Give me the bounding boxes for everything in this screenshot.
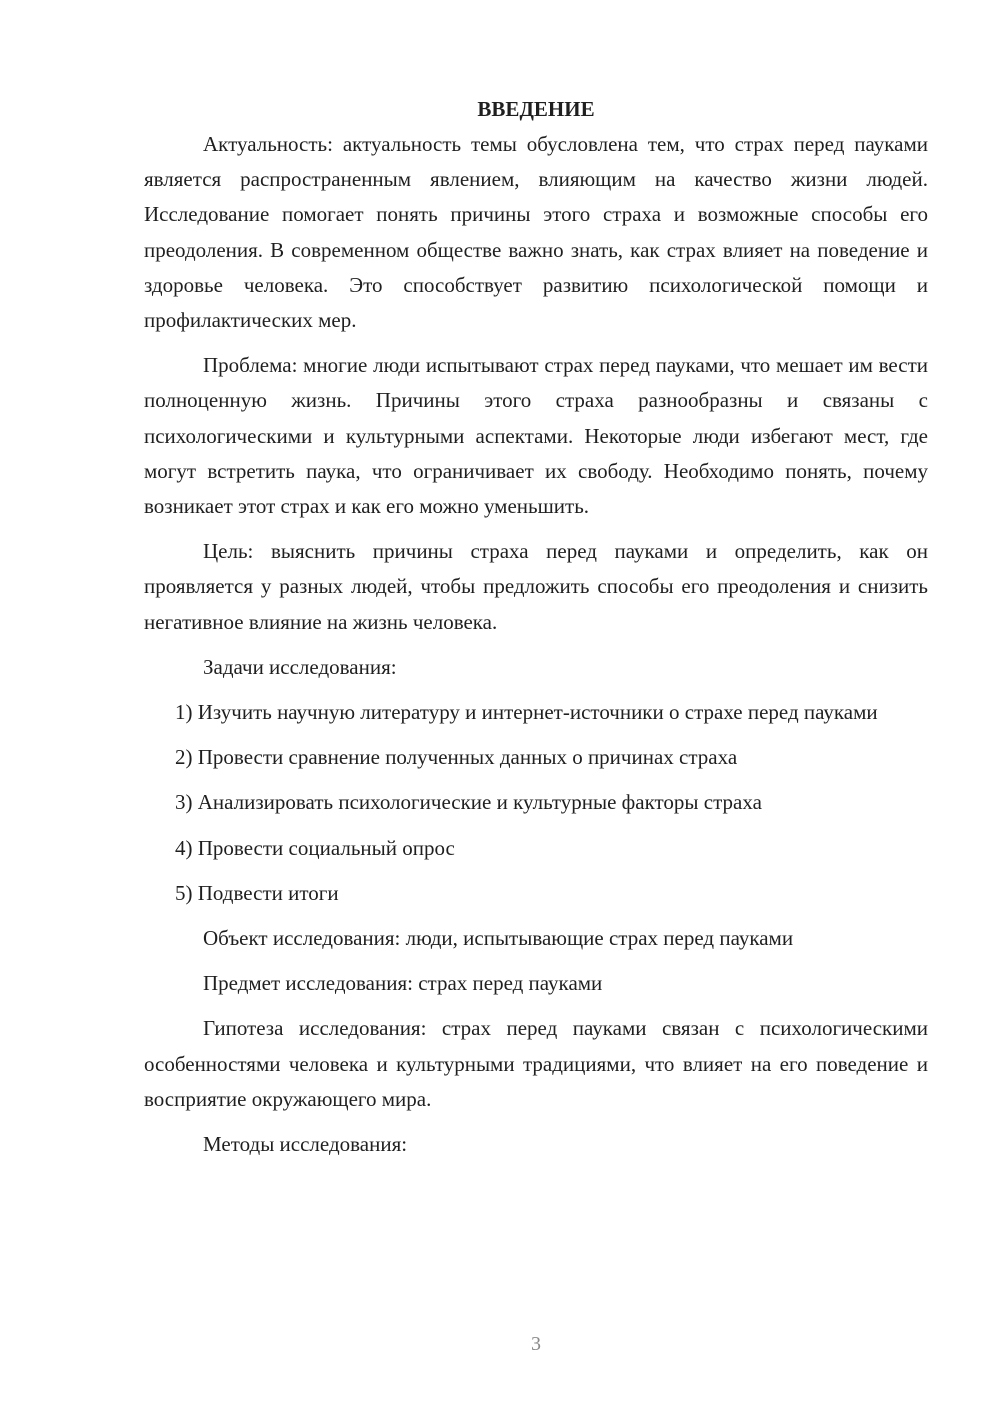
task-item-2: 2) Провести сравнение полученных данных о причинах страха: [175, 745, 738, 770]
paragraph-problem: Проблема: многие люди испытывают страх перед пауками, что мешает им вести полноценную жизнь. Причины этого страха разнообразны и связаны с психологическими и культурными аспектами. Некоторые люди избегают мест, где могут встретить паука, что ограничивает их свободу. Необходимо понять, почему возникает этот страх и как его можно уменьшить.: [144, 353, 928, 519]
task-item-5: 5) Подвести итоги: [175, 880, 339, 905]
paragraph-relevance: Актуальность: актуальность темы обусловлена тем, что страх перед пауками является распространенным явлением, влияющим на качество жизни людей. Исследование помогает понять причины этого страха и возможные способы его преодоления. В современном обществе важно знать, как страх влияет на поведение и здоровье человека. Это способствует развитию психологической помощи и профилактических мер.: [144, 132, 928, 333]
task-item-4: 4) Провести социальный опрос: [175, 835, 455, 860]
paragraph-object: Объект исследования: люди, испытывающие страх перед пауками: [203, 926, 794, 951]
page-number: 3: [531, 1333, 541, 1355]
section-heading: ВВЕДЕНИЕ: [477, 97, 595, 121]
methods-title: Методы исследования:: [203, 1132, 408, 1157]
task-item-1: 1) Изучить научную литературу и интернет-источники о страхе перед пауками: [175, 700, 878, 725]
paragraph-hypothesis: Гипотеза исследования: страх перед пауками связан с психологическими особенностями человека и культурными традициями, что влияет на его поведение и восприятие окружающего мира.: [144, 1016, 928, 1111]
paragraph-subject: Предмет исследования: страх перед пауками: [203, 971, 603, 996]
paragraph-goal: Цель: выяснить причины страха перед пауками и определить, как он проявляется у разных людей, чтобы предложить способы его преодоления и снизить негативное влияние на жизнь человека.: [144, 539, 928, 634]
page-content: [144, 92, 928, 1172]
task-item-3: 3) Анализировать психологические и культурные факторы страха: [175, 790, 762, 815]
tasks-title: Задачи исследования:: [203, 654, 397, 679]
